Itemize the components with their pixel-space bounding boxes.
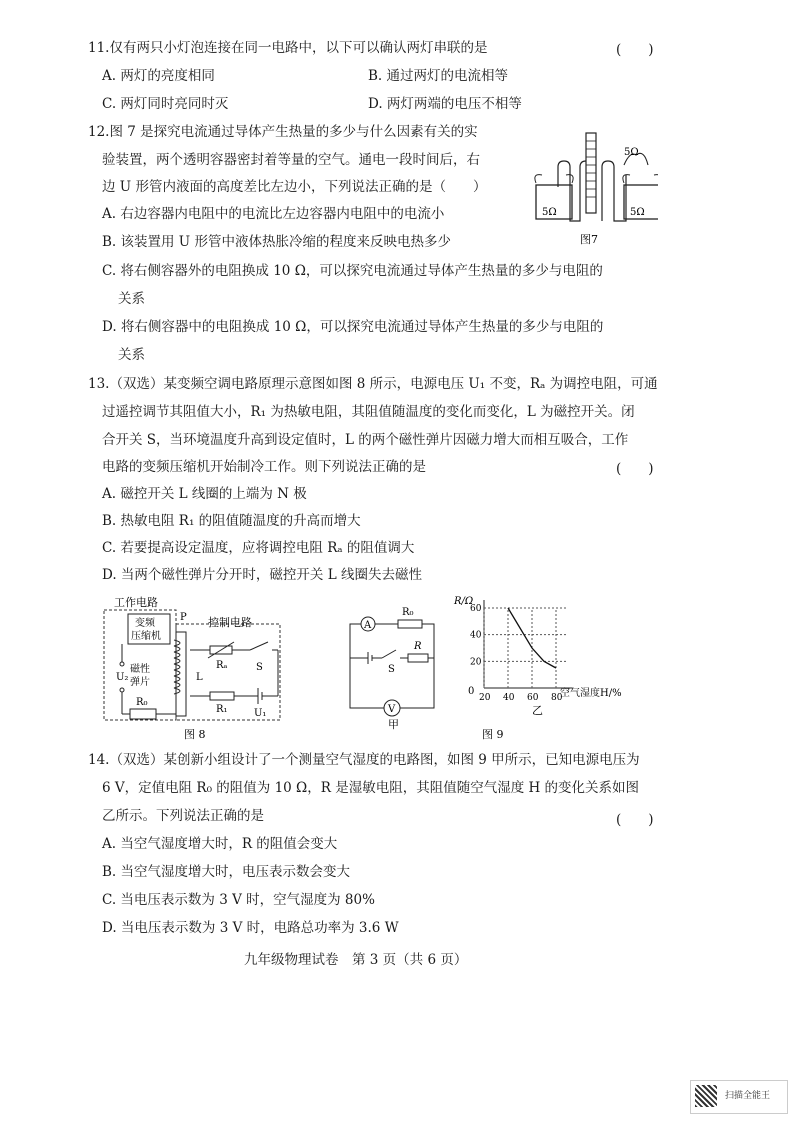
- q13-stem-line3: 合开关 S，当环境温度升高到设定值时，L 的两个磁性弹片因磁力增大而相互吸合，工作: [102, 432, 629, 448]
- q14-stem-line2: 6 V，定值电阻 R₀ 的阻值为 10 Ω，R 是湿敏电阻，其阻值随空气湿度 H 的变化关系如图: [102, 780, 640, 796]
- scanner-brand-text: 扫描全能王: [725, 1091, 771, 1101]
- q12-option-a: A. 右边容器内电阻中的电流比左边容器内电阻中的电流小: [102, 206, 445, 222]
- q12-option-b: B. 该装置用 U 形管中液体热胀冷缩的程度来反映电热多少: [102, 234, 451, 250]
- fig8-R0-label: R₀: [136, 697, 148, 708]
- q11-stem: 11.仅有两只小灯泡连接在同一电路中，以下可以确认两灯串联的是: [88, 40, 488, 56]
- q12-option-d: D. 将右侧容器中的电阻换成 10 Ω，可以探究电流通过导体产生热量的多少与电阻的: [102, 319, 604, 335]
- fig9a-ammeter-label: A: [364, 620, 372, 631]
- chart-ylabel: R/Ω: [454, 596, 474, 607]
- fig8-S-label: S: [256, 662, 263, 673]
- chart-y-tick-label: 20: [470, 657, 482, 668]
- figure-9b-chart: [452, 592, 642, 742]
- figure-7: [528, 125, 658, 245]
- fig8-P-label: P: [180, 612, 187, 623]
- q14-option-a: A. 当空气湿度增大时，R 的阻值会变大: [102, 836, 338, 852]
- q12-stem-line1: 12.图 7 是探究电流通过导体产生热量的多少与什么因素有关的实: [88, 124, 478, 140]
- fig9a-R-label: R: [414, 641, 422, 652]
- q12-option-c: C. 将右侧容器外的电阻换成 10 Ω，可以探究电流通过导体产生热量的多少与电阻的: [102, 263, 603, 279]
- fig8-control-circuit-label: 控制电路: [208, 616, 252, 629]
- fig9a-voltmeter-label: V: [388, 704, 396, 715]
- q13-stem-line1: 13.（双选）某变频空调电路原理示意图如图 8 所示，电源电压 U₁ 不变，Rₐ 为调控电阻，可通: [88, 376, 658, 392]
- q12-stem-line3: 边 U 形管内液面的高度差比左边小，下列说法正确的是（ ）: [102, 179, 487, 195]
- chart-x-tick-label: 40: [503, 693, 515, 703]
- q14-stem-line3: 乙所示。下列说法正确的是: [102, 808, 264, 824]
- chart-origin-label: 0: [468, 686, 475, 697]
- q11-option-b: B. 通过两灯的电流相等: [368, 68, 509, 84]
- q14-option-c: C. 当电压表示数为 3 V 时，空气湿度为 80%: [102, 892, 375, 908]
- q13-stem-line4: 电路的变频压缩机开始制冷工作。则下列说法正确的是: [102, 459, 426, 475]
- fig9a-caption: 甲: [388, 718, 399, 730]
- q11-answer-paren: ( ): [616, 42, 654, 58]
- scanner-watermark: [690, 1080, 788, 1114]
- fig8-spring-label1: 磁性: [130, 664, 150, 675]
- chart-x-tick-label: 60: [527, 693, 539, 703]
- fig8-U1-label: U₁: [254, 708, 267, 719]
- fig8-compressor-label1: 变频: [135, 618, 155, 629]
- chart-y-tick-label: 60: [470, 604, 482, 614]
- chart-x-tick-label: 20: [479, 693, 491, 703]
- fig8-compressor-label2: 压缩机: [131, 631, 161, 642]
- fig7-caption: 图7: [580, 233, 598, 245]
- chart-xlabel: 空气湿度H/%: [560, 688, 622, 699]
- q12-option-c-cont: 关系: [118, 291, 145, 307]
- fig8-R1-label: R₁: [216, 704, 228, 715]
- q13-stem-line2: 过遥控调节其阻值大小，R₁ 为热敏电阻，其阻值随温度的变化而变化，L 为磁控开关。闭: [102, 404, 635, 420]
- fig7-resistor-left-label: 5Ω: [542, 207, 557, 218]
- q14-stem-line1: 14.（双选）某创新小组设计了一个测量空气湿度的电路图，如图 9 甲所示，已知电源电压为: [88, 752, 640, 768]
- q13-option-b: B. 热敏电阻 R₁ 的阻值随温度的升高而增大: [102, 513, 361, 529]
- q12-option-d-cont: 关系: [118, 347, 145, 363]
- fig9a-R0-label: R₀: [402, 607, 414, 618]
- q12-stem-line2: 验装置，两个透明容器密封着等量的空气。通电一段时间后，右: [102, 152, 480, 168]
- q13-option-a: A. 磁控开关 L 线圈的上端为 N 极: [102, 486, 307, 502]
- chart-x-tick-label: 80: [551, 693, 563, 703]
- chart-caption: 图 9: [482, 728, 504, 741]
- fig8-work-circuit-label: 工作电路: [114, 596, 158, 609]
- fig8-caption: 图 8: [184, 728, 206, 741]
- fig8-U2-label: U₂: [116, 672, 129, 683]
- q13-option-d: D. 当两个磁性弹片分开时，磁控开关 L 线圈失去磁性: [102, 567, 422, 583]
- chart-sub-caption: 乙: [532, 704, 543, 717]
- q14-answer-paren: ( ): [616, 812, 654, 828]
- page-footer: 九年级物理试卷 第 3 页（共 6 页）: [244, 952, 468, 968]
- fig8-spring-label2: 弹片: [130, 677, 150, 688]
- fig8-L-label: L: [196, 672, 203, 683]
- q13-answer-paren: ( ): [616, 461, 654, 477]
- fig7-resistor-top-label: 5Ω: [624, 147, 639, 158]
- fig9a-S-label: S: [388, 664, 395, 675]
- q13-option-c: C. 若要提高设定温度，应将调控电阻 Rₐ 的阻值调大: [102, 540, 415, 556]
- q11-option-d: D. 两灯两端的电压不相等: [368, 96, 522, 112]
- q14-option-b: B. 当空气湿度增大时，电压表示数会变大: [102, 864, 351, 880]
- figure-8: [100, 592, 290, 742]
- q11-option-a: A. 两灯的亮度相同: [102, 68, 215, 84]
- chart-y-tick-label: 40: [470, 630, 482, 641]
- qr-code-icon: [695, 1085, 717, 1107]
- q14-option-d: D. 当电压表示数为 3 V 时，电路总功率为 3.6 W: [102, 920, 399, 936]
- figure-9a: [342, 600, 452, 730]
- fig8-Ra-label: Rₐ: [216, 660, 228, 671]
- fig7-resistor-right-label: 5Ω: [630, 207, 645, 218]
- q11-option-c: C. 两灯同时亮同时灭: [102, 96, 229, 112]
